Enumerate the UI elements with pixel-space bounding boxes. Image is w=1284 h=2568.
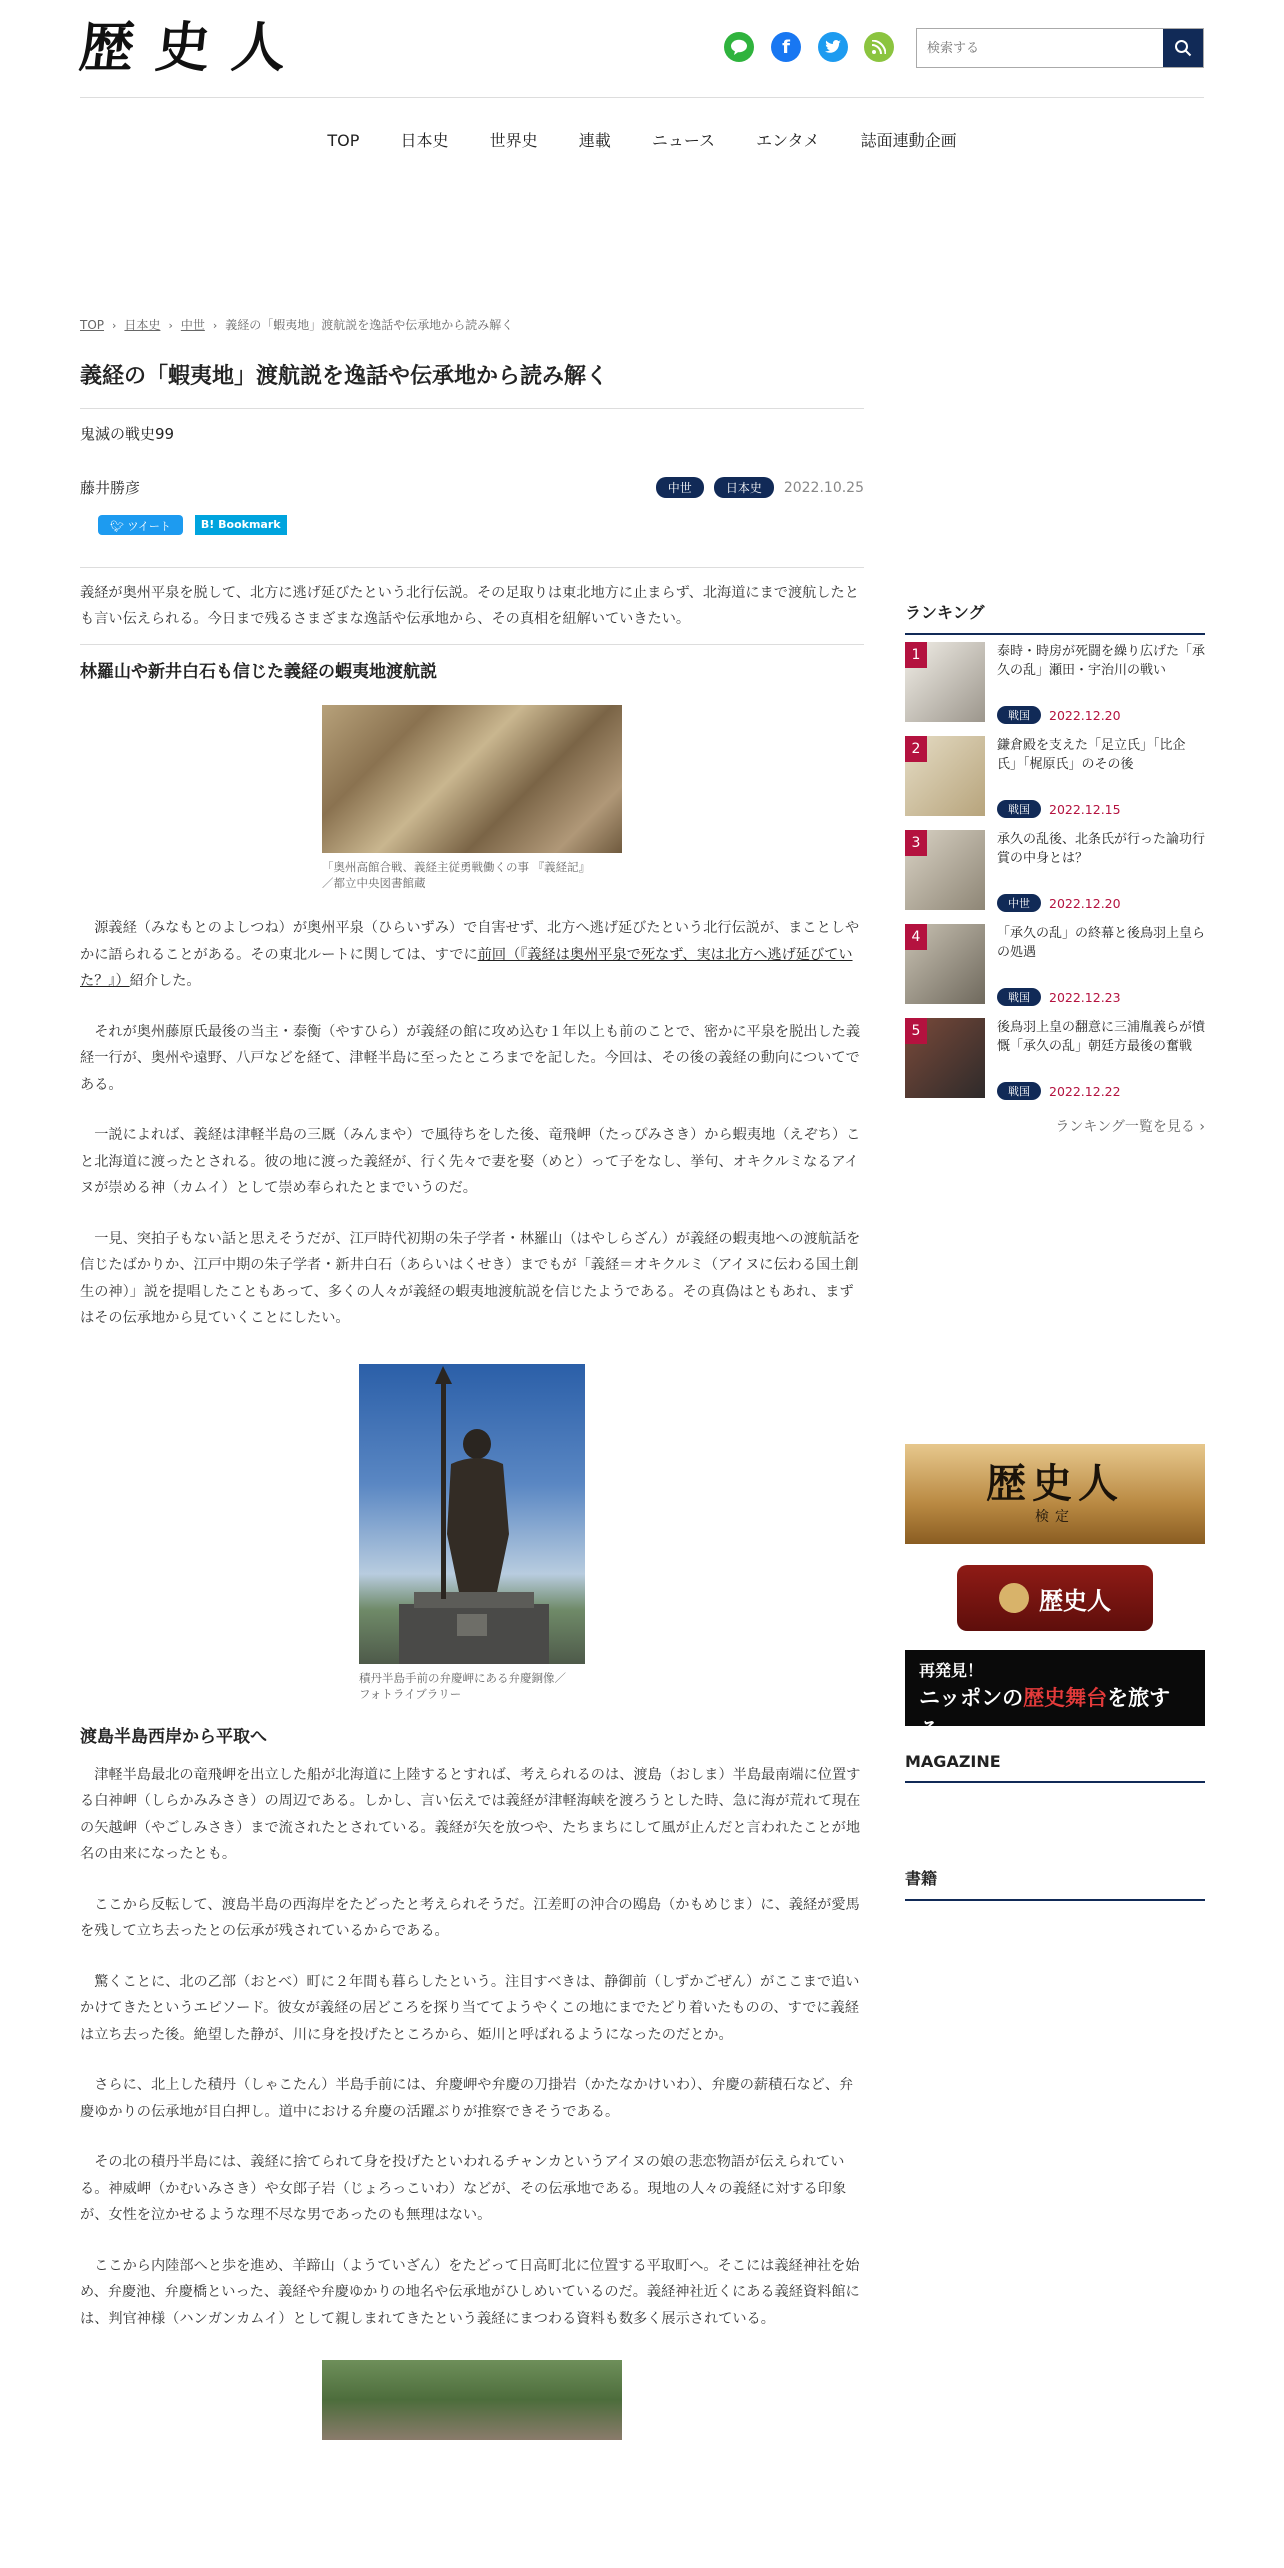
previous-article-link[interactable]: 前回（『義経は奥州平泉で死なず、実は北方へ逃げ延びていた？』） bbox=[80, 946, 853, 989]
article-title: 義経の「蝦夷地」渡航説を逸話や伝承地から読み解く bbox=[80, 360, 864, 409]
statue-silhouette bbox=[359, 1364, 585, 1664]
figure-3 bbox=[80, 2360, 864, 2440]
ranking-heading: ランキング bbox=[905, 600, 1205, 635]
nav-japanese-history[interactable]: 日本史 bbox=[400, 131, 449, 150]
nav-serial[interactable]: 連載 bbox=[578, 131, 611, 150]
ranking-title: 承久の乱後、北条氏が行った論功行賞の中身とは？ bbox=[997, 832, 1206, 866]
breadcrumb bbox=[80, 316, 513, 333]
ranking-tag[interactable]: 戦国 bbox=[997, 800, 1041, 818]
paragraph-text: 源義経（みなもとのよしつね）が奥州平泉（ひらいずみ）で自害せず、北方へ逃げ延びたという北行伝説が、まことしやかに語られることがある。その東北ルートに関しては、すでに bbox=[80, 920, 860, 963]
ranking-date: 2022.12.20 bbox=[1049, 707, 1121, 723]
rank-number: 2 bbox=[905, 736, 927, 762]
banner-inner bbox=[957, 1565, 1153, 1631]
ranking-tag[interactable]: 戦国 bbox=[997, 988, 1041, 1006]
paragraph: さらに、北上した積丹（しゃこたん）半島手前には、弁慶岬や弁慶の刀掛岩（かたなかけいわ）、弁慶の薪積石など、弁慶ゆかりの伝承地が目白押し。道中における弁慶の活躍ぶりが推察できそうである。 bbox=[80, 2077, 854, 2120]
paragraph: ここから反転して、渡島半島の西海岸をたどったと考えられそうだ。江差町の沖合の鴎島（かもめじま）に、義経が愛馬を残して立ち去ったとの伝承が残されているからである。 bbox=[80, 1896, 860, 1939]
banner-line-2 bbox=[919, 1682, 1191, 1746]
ranking-title: 「承久の乱」の終幕と後鳥羽上皇らの処遇 bbox=[997, 926, 1206, 960]
paragraph: 一説によれば、義経は津軽半島の三厩（みんまや）で風待ちをした後、竜飛岬（たっぴみさき）から蝦夷地（えぞち）こと北海道に渡ったとされる。彼の地に渡った義経が、行く先々で妻を娶（めと）って子をなし、挙句、オキクルミなるアイヌが崇める神（カムイ）として崇め奉られたとまでいうのだ。 bbox=[80, 1127, 861, 1196]
breadcrumb-japanese-history[interactable]: 日本史 bbox=[124, 318, 161, 332]
banner-line-1: 再発見！ bbox=[919, 1661, 984, 1680]
article-meta bbox=[80, 473, 864, 503]
tag-medieval[interactable]: 中世 bbox=[656, 477, 704, 498]
rank-number: 4 bbox=[905, 924, 927, 950]
main-nav bbox=[0, 128, 1284, 151]
chevron-right-icon: › bbox=[1199, 1119, 1205, 1135]
banner-text: ニッポンの bbox=[919, 1686, 1024, 1710]
ranking-tag[interactable]: 戦国 bbox=[997, 706, 1041, 724]
site-header bbox=[76, 0, 1204, 98]
ranking-more-link[interactable] bbox=[905, 1116, 1205, 1136]
paragraph: ここから内陸部へと歩を進め、羊蹄山（ようていざん）をたどって日高町北に位置する平取町へ。そこには義経神社を始め、弁慶池、弁慶橋といった、義経や弁慶ゆかりの地名や伝承地がひしめいているのだ。義経神社近くにある義経資料館には、判官神様（ハンガンカムイ）として親しまれてきたという義経にまつわる資料も数多く展示されている。 bbox=[80, 2257, 860, 2327]
nav-top[interactable]: TOP bbox=[327, 131, 360, 150]
paragraph: 津軽半島最北の竜飛岬を出立した船が北海道に上陸するとすれば、考えられるのは、渡島（おしま）半島最南端に位置する白神岬（しらかみみさき）の周辺である。しかし、言い伝えでは義経が津軽海峡を渡ろうとした時、急に海が荒れて現在の矢越岬（やごしみさき）まで流されたとされている。義経が矢を放つや、たちまちにして風が止んだと言われたことが地名の由来になったとも。 bbox=[80, 1766, 861, 1862]
caption-line: フォトライブラリー bbox=[359, 1686, 462, 1701]
banner-title: 歴史人 bbox=[986, 1460, 1124, 1507]
books-heading: 書籍 bbox=[905, 1866, 1205, 1901]
search-button[interactable] bbox=[1163, 29, 1203, 67]
article-image-benkei-statue[interactable] bbox=[359, 1364, 585, 1664]
paragraph: それが奥州藤原氏最後の当主・泰衡（やすひら）が義経の館に攻め込む１年以上も前のことで、密かに平泉を脱出した義経一行が、奥州や遠野、八戸などを経て、津軽半島に至ったところまでを記した。今回は、その後の義経の動向についてである。 bbox=[80, 1023, 861, 1093]
facebook-icon-glyph: f bbox=[782, 36, 790, 58]
line-share-icon[interactable] bbox=[724, 32, 754, 62]
caption-line: ／都立中央図書館蔵 bbox=[322, 876, 426, 890]
ranking-item[interactable] bbox=[905, 830, 1205, 912]
ranking-meta bbox=[997, 988, 1121, 1006]
facebook-icon[interactable] bbox=[771, 32, 801, 62]
figure-2 bbox=[80, 1364, 864, 1702]
ranking-date: 2022.12.20 bbox=[1049, 895, 1121, 911]
rank-number: 1 bbox=[905, 642, 927, 668]
paragraph: その北の積丹半島には、義経に捨てられて身を投げたといわれるチャンカというアイヌの娘の悲恋物語が伝えられている。神威岬（かむいみさき）や女郎子岩（じょろっこいわ）などが、その伝承地である。現地の人々の義経に対する印象が、女性を泣かせるような理不尽な男であったのも無理はない。 bbox=[80, 2154, 847, 2223]
banner-highlight: 歴史舞台 bbox=[1023, 1686, 1108, 1710]
ranking-date: 2022.12.15 bbox=[1049, 801, 1121, 817]
section-heading-1: 林羅山や新井白石も信じた義経の蝦夷地渡航説 bbox=[80, 662, 437, 682]
ranking-item[interactable] bbox=[905, 1018, 1205, 1100]
site-logo[interactable]: 歴史人 bbox=[76, 15, 312, 79]
banner-nobunaga-collab[interactable] bbox=[905, 1562, 1205, 1634]
twitter-icon[interactable] bbox=[818, 32, 848, 62]
ranking-date: 2022.12.23 bbox=[1049, 989, 1121, 1005]
search-icon bbox=[1174, 39, 1192, 57]
section-heading-2: 渡島半島西岸から平取へ bbox=[80, 1726, 267, 1747]
ranking-more-label: ランキング一覧を見る bbox=[1055, 1119, 1195, 1135]
banner-text: 歴史人 bbox=[1039, 1585, 1111, 1615]
tweet-button[interactable]: 🐦︎ ツイート bbox=[98, 515, 183, 535]
ranking-meta bbox=[997, 800, 1121, 818]
magazine-heading: MAGAZINE bbox=[905, 1752, 1205, 1783]
search-input[interactable] bbox=[917, 29, 1163, 67]
article-image-shrine[interactable] bbox=[322, 2360, 622, 2440]
ranking-title: 鎌倉殿を支えた「足立氏」「比企氏」「梶原氏」のその後 bbox=[997, 738, 1186, 772]
rank-number: 5 bbox=[905, 1018, 927, 1044]
banner-subtitle: 検定 bbox=[1035, 1509, 1075, 1525]
ranking-meta bbox=[997, 706, 1121, 724]
nav-magazine-linked[interactable]: 誌面連動企画 bbox=[860, 131, 957, 150]
banner-text: を旅する bbox=[919, 1686, 1171, 1742]
share-buttons bbox=[80, 515, 864, 541]
author-name[interactable]: 藤井勝彦 bbox=[80, 479, 141, 497]
breadcrumb-medieval[interactable]: 中世 bbox=[180, 318, 205, 332]
nav-entame[interactable]: エンタメ bbox=[756, 131, 820, 150]
ranking-title: 後鳥羽上皇の翻意に三浦胤義らが憤慨「承久の乱」朝廷方最後の奮戦 bbox=[997, 1020, 1206, 1054]
rss-icon[interactable] bbox=[864, 32, 894, 62]
crest-icon bbox=[999, 1583, 1029, 1613]
rank-number: 3 bbox=[905, 830, 927, 856]
article bbox=[80, 360, 864, 2440]
nav-world-history[interactable]: 世界史 bbox=[489, 131, 538, 150]
ranking-item[interactable] bbox=[905, 924, 1205, 1006]
tag-japanese-history[interactable]: 日本史 bbox=[714, 477, 774, 498]
tag-list bbox=[656, 477, 864, 498]
article-lead: 義経が奥州平泉を脱して、北方に逃げ延びたという北行伝説。その足取りは東北地方に止まらず、北海道にまで渡航したとも言い伝えられる。今日まで残るさまざまな逸話や伝承地から、その真相を紐解いていきたい。 bbox=[80, 567, 864, 645]
publish-date: 2022.10.25 bbox=[783, 479, 864, 496]
article-image-scroll-painting[interactable] bbox=[322, 705, 622, 853]
ranking-date: 2022.12.22 bbox=[1049, 1083, 1121, 1099]
ranking-tag[interactable]: 中世 bbox=[997, 894, 1041, 912]
ranking-title: 泰時・時房が死闘を繰り広げた「承久の乱」瀬田・宇治川の戦い bbox=[997, 644, 1206, 678]
ranking-meta bbox=[997, 894, 1121, 912]
chevron-right-icon: › bbox=[212, 319, 218, 332]
ranking-tag[interactable]: 戦国 bbox=[997, 1082, 1041, 1100]
breadcrumb-current: 義経の「蝦夷地」渡航説を逸話や伝承地から読み解く bbox=[225, 318, 514, 332]
breadcrumb-top[interactable]: TOP bbox=[80, 318, 105, 332]
figure-1-caption bbox=[322, 859, 622, 891]
caption-line: 「奥州高館合戦、義経主従勇戦働くの事 『義経記』 bbox=[322, 860, 591, 874]
tweet-label: ツイート bbox=[127, 520, 171, 533]
article-subtitle: 鬼滅の戦史99 bbox=[80, 425, 175, 443]
paragraph: 驚くことに、北の乙部（おとべ）町に２年間も暮らしたという。注目すべきは、静御前（しずかごぜん）がここまで追いかけてきたというエピソード。彼女が義経の居どころを探り当ててようやくこの地にまでたどり着いたものの、すでに義経は立ち去った後。絶望した静が、川に身を投げたところから、姫川と呼ばれるようになったのだとか。 bbox=[80, 1973, 860, 2043]
paragraph bbox=[80, 915, 864, 995]
ranking-item[interactable] bbox=[905, 736, 1205, 818]
figure-1 bbox=[80, 705, 864, 891]
chevron-right-icon: › bbox=[168, 319, 173, 332]
caption-line: 積丹半島手前の弁慶岬にある弁慶銅像／ bbox=[359, 1670, 566, 1685]
ranking-meta bbox=[997, 1082, 1121, 1100]
banner-history-travel[interactable] bbox=[905, 1650, 1205, 1742]
search-box bbox=[916, 28, 1204, 68]
banner-rekishijin-kentei[interactable] bbox=[905, 1444, 1205, 1544]
figure-2-caption bbox=[359, 1670, 585, 1702]
hatena-bookmark-button[interactable]: B! Bookmark bbox=[195, 515, 287, 535]
paragraph: 一見、突拍子もない話と思えそうだが、江戸時代初期の朱子学者・林羅山（はやしらざん）が義経の蝦夷地への渡航話を信じたばかりか、江戸中期の朱子学者・新井白石（あらいはくせき）までもが「義経＝オキクルミ（アイヌに伝わる国土創生の神）」説を提唱したこともあって、多くの人々が義経の蝦夷地渡航説を信じたようである。その真偽はともあれ、まずはその伝承地から見ていくことにしたい。 bbox=[80, 1230, 861, 1326]
chevron-right-icon: › bbox=[112, 319, 117, 332]
ranking-item[interactable] bbox=[905, 642, 1205, 724]
paragraph-text: 紹介した。 bbox=[129, 973, 201, 989]
nav-news[interactable]: ニュース bbox=[651, 131, 716, 150]
